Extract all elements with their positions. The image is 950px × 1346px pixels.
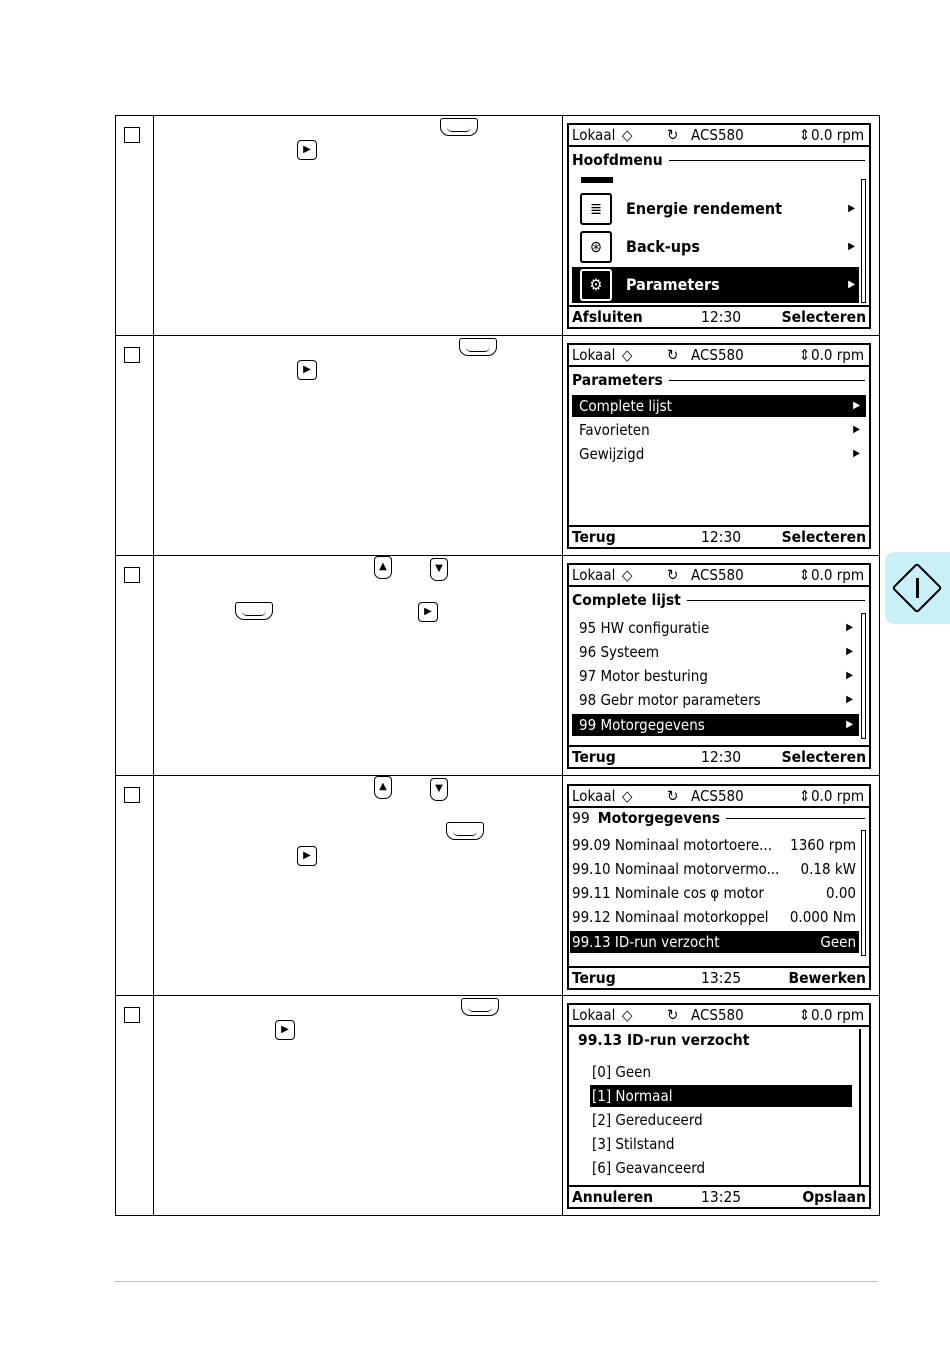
step-checkbox[interactable]: [124, 787, 140, 803]
up-arrow-key-icon: ▲: [374, 776, 392, 799]
step-checkbox[interactable]: [124, 347, 140, 363]
list-item[interactable]: Gewijzigd ▶: [579, 445, 860, 463]
parameters-icon: ⚙: [580, 269, 612, 301]
footer-divider: [115, 1281, 878, 1282]
rotation-icon: ↻: [667, 1006, 679, 1024]
screen-title: 99 Motorgegevens: [572, 808, 865, 828]
param-row[interactable]: 99.09 Nominaal motortoere... 1360 rpm: [572, 836, 856, 854]
scrollbar[interactable]: [861, 613, 866, 739]
clock: 12:30: [701, 308, 742, 326]
softkey-icon: [459, 338, 497, 356]
panel-screen: [567, 1003, 871, 1209]
option-item[interactable]: [0] Geen: [592, 1063, 652, 1081]
remote-icon: ◇: [622, 787, 633, 805]
option-item[interactable]: [3] Stilstand: [592, 1135, 675, 1153]
remote-icon: ◇: [622, 346, 633, 364]
param-row[interactable]: 99.11 Nominale cos φ motor 0.00: [572, 884, 856, 902]
right-arrow-key-icon: ▶: [297, 140, 317, 160]
start-up-tab: [885, 552, 950, 624]
panel-screen: [567, 343, 871, 549]
param-row[interactable]: 99.10 Nominaal motorvermo... 0.18 kW: [572, 860, 856, 878]
steps-table: [115, 115, 880, 1216]
softkey-bar: Terug 12:30 Selecteren: [569, 745, 869, 767]
status-bar: Lokaal ◇ ↻ ACS580 ⇕ 0.0 rpm: [569, 786, 869, 808]
option-item[interactable]: [6] Geavanceerd: [592, 1159, 706, 1177]
rotation-icon: ↻: [667, 566, 679, 584]
energy-efficiency-icon: ≣: [580, 193, 612, 225]
softkey-left[interactable]: Afsluiten: [572, 308, 643, 326]
chevron-right-icon: ▶: [846, 622, 853, 633]
chevron-right-icon: ▶: [846, 719, 853, 730]
updown-icon: ⇕: [799, 787, 811, 805]
softkey-icon: [446, 822, 484, 840]
step-row: [116, 336, 880, 556]
remote-icon: ◇: [622, 1006, 633, 1024]
softkey-icon: [461, 998, 499, 1016]
status-bar: Lokaal ◇ ↻ ACS580 ⇕ 0.0 rpm: [569, 565, 869, 587]
softkey-right[interactable]: Selecteren: [781, 308, 866, 326]
panel-screen: [567, 563, 871, 769]
partial-menu-icon: [581, 177, 613, 183]
scrollbar[interactable]: [861, 179, 866, 303]
step-row: [116, 996, 880, 1216]
updown-icon: ⇕: [799, 346, 811, 364]
param-row[interactable]: 99.13 ID-run verzocht Geen: [570, 931, 859, 953]
remote-icon: ◇: [622, 126, 633, 144]
softkey-icon: [235, 602, 273, 620]
rotation-icon: ↻: [667, 787, 679, 805]
remote-icon: ◇: [622, 566, 633, 584]
screen-title: Hoofdmenu: [572, 150, 865, 170]
screen-title: Complete lijst: [572, 590, 865, 610]
step-row: [116, 116, 880, 336]
rotation-icon: ↻: [667, 346, 679, 364]
down-arrow-key-icon: ▼: [430, 558, 448, 581]
step-row: [116, 556, 880, 776]
right-arrow-key-icon: ▶: [297, 846, 317, 866]
menu-item-backups[interactable]: ⊛ Back-ups ▶: [572, 229, 859, 265]
up-arrow-key-icon: ▲: [374, 556, 392, 579]
chevron-right-icon: ▶: [848, 241, 855, 252]
step-checkbox[interactable]: [124, 1007, 140, 1023]
right-arrow-key-icon: ▶: [297, 360, 317, 380]
softkey-bar: Annuleren 13:25 Opslaan: [569, 1185, 869, 1207]
updown-icon: ⇕: [799, 126, 811, 144]
status-bar: [569, 125, 869, 147]
step-checkbox[interactable]: [124, 567, 140, 583]
softkey-icon: [440, 118, 478, 136]
updown-icon: ⇕: [799, 1006, 811, 1024]
softkey-bar: Terug 12:30 Selecteren: [569, 525, 869, 547]
status-bar: Lokaal ◇ ↻ ACS580 ⇕ 0.0 rpm: [569, 345, 869, 367]
list-item[interactable]: 96 Systeem ▶: [579, 643, 853, 661]
status-mode: Lokaal: [572, 126, 616, 144]
rotation-icon: ↻: [667, 126, 679, 144]
chevron-right-icon: ▶: [853, 424, 860, 435]
status-drive: ACS580: [691, 126, 744, 144]
chevron-right-icon: ▶: [846, 694, 853, 705]
list-item[interactable]: Favorieten ▶: [579, 421, 860, 439]
step-row: [116, 776, 880, 996]
chevron-right-icon: ▶: [846, 670, 853, 681]
dialog-title: 99.13 ID-run verzocht: [578, 1031, 750, 1049]
down-arrow-key-icon: ▼: [430, 778, 448, 801]
status-bar: Lokaal ◇ ↻ ACS580 ⇕ 0.0 rpm: [569, 1005, 869, 1027]
option-item[interactable]: [1] Normaal: [590, 1085, 852, 1107]
chevron-right-icon: ▶: [848, 203, 855, 214]
menu-item-energie[interactable]: ≣ Energie rendement ▶: [572, 191, 859, 227]
list-item[interactable]: 98 Gebr motor parameters ▶: [579, 691, 853, 709]
option-item[interactable]: [2] Gereduceerd: [592, 1111, 703, 1129]
chevron-right-icon: ▶: [853, 400, 860, 411]
softkey-bar: [569, 305, 869, 327]
softkey-bar: Terug 13:25 Bewerken: [569, 966, 869, 988]
list-item[interactable]: 95 HW configuratie ▶: [579, 619, 853, 637]
chevron-right-icon: ▶: [848, 279, 855, 290]
status-speed: 0.0 rpm: [811, 126, 864, 144]
param-row[interactable]: 99.12 Nominaal motorkoppel 0.000 Nm: [572, 908, 856, 926]
screen-title: Parameters: [572, 370, 865, 390]
list-item[interactable]: 97 Motor besturing ▶: [579, 667, 853, 685]
backup-icon: ⊛: [580, 231, 612, 263]
list-item[interactable]: 99 Motorgegevens ▶: [572, 714, 859, 736]
scrollbar[interactable]: [861, 830, 866, 956]
chevron-right-icon: ▶: [846, 646, 853, 657]
right-arrow-key-icon: ▶: [418, 602, 438, 622]
right-arrow-key-icon: ▶: [275, 1020, 295, 1040]
step-checkbox[interactable]: [124, 127, 140, 143]
panel-screen: [567, 123, 871, 329]
chevron-right-icon: ▶: [853, 448, 860, 459]
menu-item-parameters[interactable]: ⚙ Parameters ▶: [572, 267, 859, 303]
updown-icon: ⇕: [799, 566, 811, 584]
panel-screen: [567, 784, 871, 990]
list-item[interactable]: Complete lijst ▶: [572, 395, 866, 417]
